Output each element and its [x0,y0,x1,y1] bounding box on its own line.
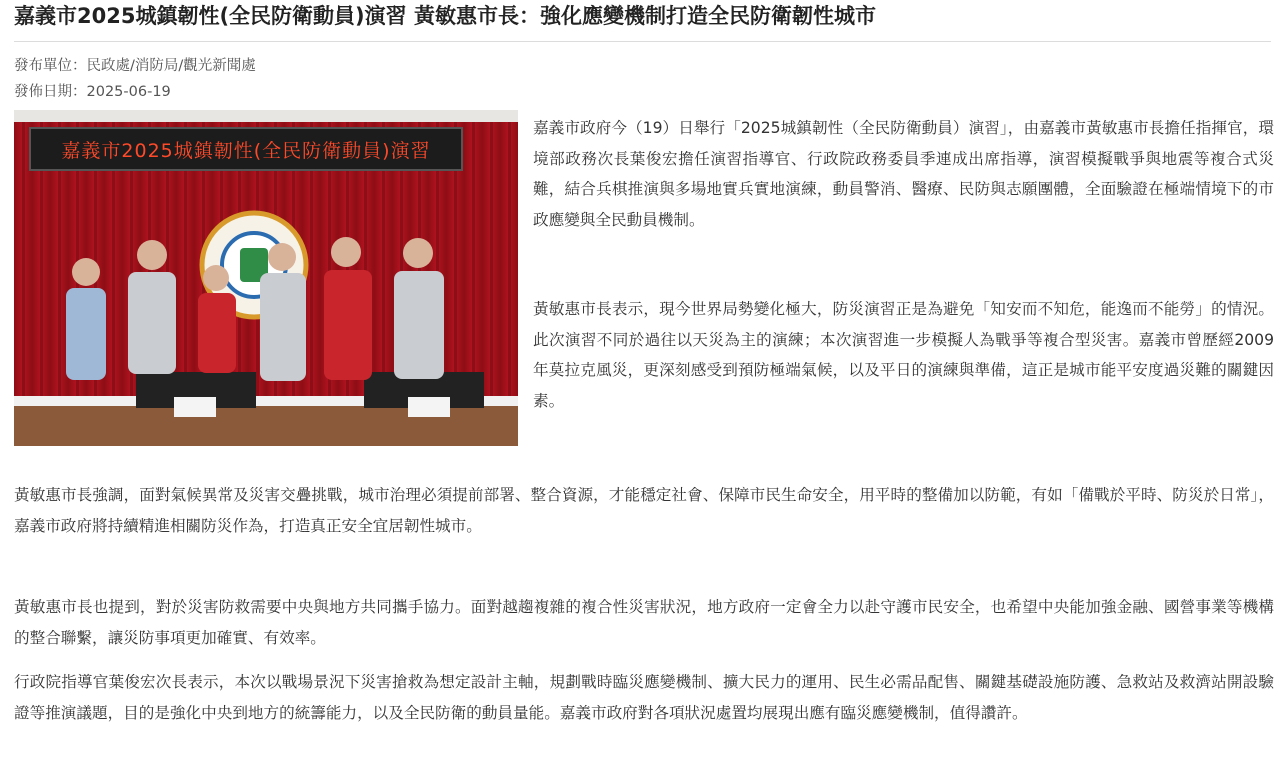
article-paragraph-1: 嘉義市政府今（19）日舉行「2025城鎮韌性（全民防衛動員）演習」，由嘉義市黃敏惠市長擔任指揮官，環境部政務次長葉俊宏擔任演習指導官、行政院政務委員季連成出席指導，演習模擬戰爭與地震等複合式災難，結合兵棋推演與多場地實兵實地演練，動員警消、醫療、民防與志願團體，全面驗證在極端情境下的市政應變與全民動員機制。 [533,119,1274,229]
news-photo [14,110,518,446]
article-title: 嘉義市2025城鎮韌性(全民防衛動員)演習 黃敏惠市長：強化應變機制打造全民防衛韌性城市 [14,4,876,28]
title-divider [14,41,1271,42]
photo-banner-text: 嘉義市2025城鎮韌性(全民防衛動員)演習 [61,140,431,162]
publisher-info: 發布單位：民政處/消防局/觀光新聞處 [14,58,256,74]
article-paragraph-5: 行政院指導官葉俊宏次長表示，本次以戰場景況下災害搶救為想定設計主軸，規劃戰時臨災應變機制、擴大民力的運用、民生必需品配售、關鍵基礎設施防護、急救站及救濟站開設驗證等推演議題，目的是強化中央到地方的統籌能力，以及全民防衛的動員量能。嘉義市政府對各項狀況處置均展現出應有臨災應變機制，值得讚許。 [14,673,1274,722]
article-paragraph-4: 黃敏惠市長也提到，對於災害防救需要中央與地方共同攜手協力。面對越趨複雜的複合性災害狀況，地方政府一定會全力以赴守護市民安全，也希望中央能加強金融、國營事業等機構的整合聯繫，讓災防事項更加確實、有效率。 [14,598,1274,647]
article-paragraph-3: 黃敏惠市長強調，面對氣候異常及災害交疊挑戰，城市治理必須提前部署、整合資源，才能穩定社會、保障市民生命安全，用平時的整備加以防範，有如「備戰於平時、防災於日常」，嘉義市政府將持續精進相關防災作為，打造真正安全宜居韌性城市。 [14,486,1274,535]
publish-date: 發佈日期：2025-06-19 [14,84,171,100]
article-paragraph-2: 黃敏惠市長表示，現今世界局勢變化極大，防災演習正是為避免「知安而不知危，能逸而不能勞」的情況。此次演習不同於過往以天災為主的演練；本次演習進一步模擬人為戰爭等複合型災害。嘉義市曾歷經2009年莫拉克風災，更深刻感受到預防極端氣候，以及平日的演練與準備，這正是城市能平安度過災難的關鍵因素。 [533,300,1274,410]
